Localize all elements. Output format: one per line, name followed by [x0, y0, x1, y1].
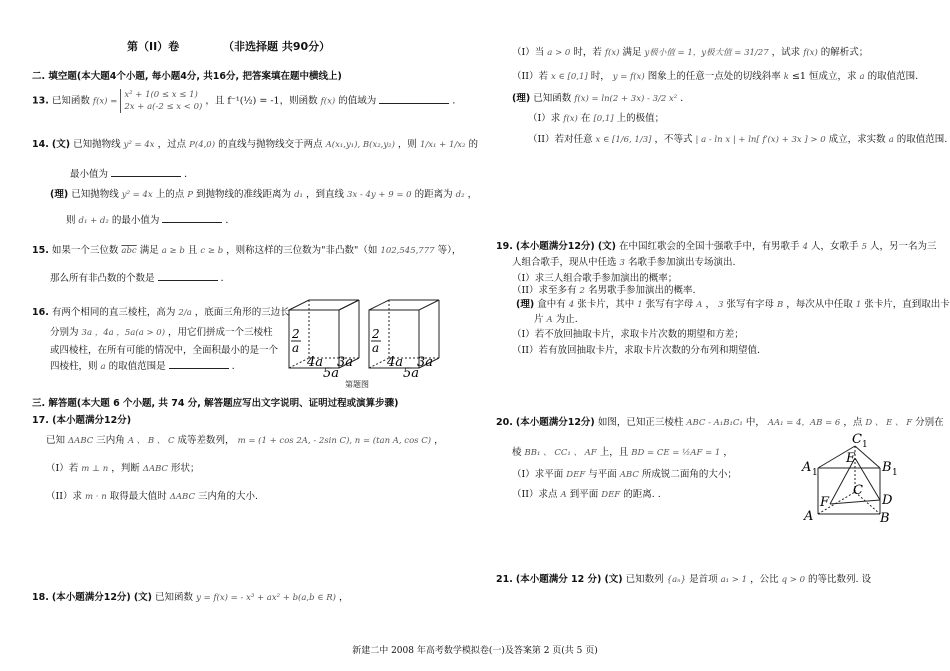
- question-19-li-line1: (理) 盒中有 4 张卡片，其中 1 张写有字母 A ， 3 张写有字母 B ，每次从中任取 1 张卡片，直到取出卡: [516, 299, 950, 310]
- label-F: F: [820, 495, 830, 510]
- question-18-li-part1: （I）求 f(x) 在 [0,1] 上的极值；: [528, 113, 665, 124]
- height-num: 2: [372, 327, 380, 341]
- question-18-part2: （II）若 x ∈ [0,1] 时， y = f(x) 图象上的任意一点处的切线斜率 k ≤1 恒成立，求 a 的取值范围.: [512, 71, 919, 82]
- question-18-li: (理) 已知函数 f(x) = ln(2 + 3x) - 3/2 x² ．: [512, 93, 690, 104]
- side-3a: 3a: [417, 355, 434, 370]
- label-B1: B: [882, 460, 892, 475]
- height-den: a: [292, 341, 300, 355]
- question-16-line4: 四棱柱，则 a 的取值范围是 ．: [50, 358, 241, 372]
- section-2-title: 二. 填空题(本大题4个小题, 每小题4分, 共16分, 把答案填在题中横线上): [32, 71, 342, 82]
- question-15-line2: 那么所有非凸数的个数是 ．: [50, 270, 230, 284]
- question-19-part1: （I）求三人组合歌手参加演出的概率；: [512, 273, 678, 284]
- part-title: 第（II）卷 （非选择题 共90分）: [127, 40, 331, 53]
- question-19-line2: 人组合歌手，现从中任选 3 名歌手参加演出专场演出.: [512, 257, 736, 268]
- question-14-li-line2: 则 d₁ + d₂ 的最小值为 ．: [66, 212, 235, 226]
- question-17-header: 17. (本小题满分12分): [32, 415, 132, 426]
- question-16-line1: 16. 有两个相同的直三棱柱，高为 2/a ，底面三角形的三边长: [32, 307, 290, 318]
- page-footer: 新建二中 2008 年高考数学模拟卷(一)及答案第 2 页(共 5 页): [352, 646, 598, 656]
- answer-blank[interactable]: [169, 358, 229, 369]
- answer-blank[interactable]: [111, 166, 181, 177]
- question-17-line1: 已知 ΔABC 三内角 A 、 B 、 C 成等差数列， m = (1 + cos 2A, - 2sin C), n = (tan A, cos C) ，: [46, 435, 444, 446]
- question-20-line1: 20. (本小题满分12分) 如图，已知正三棱柱 ABC - A₁B₁C₁ 中， AA₁ = 4，AB = 6 ，点 D 、 E 、 F 分别在: [496, 417, 944, 428]
- question-18-line1: 18. (本小题满分12分) (文) 已知函数 y = f(x) = - x³ + ax² + b(a,b ∈ R) ，: [32, 592, 349, 603]
- answer-blank[interactable]: [162, 212, 222, 223]
- label-D: D: [882, 493, 893, 508]
- side-4a: 4a: [387, 355, 404, 370]
- label-C1-sub: 1: [862, 440, 868, 450]
- question-18-li-part2: （II）若对任意 x ∈ [1/6, 1/3] ，不等式 | a - ln x | + ln[ f′(x) + 3x ] > 0 成立，求实数 a 的取值范围.: [528, 134, 948, 145]
- question-13: 13. 已知函数 f(x) = x² + 1(0 ≤ x ≤ 1) 2x + a(-2 ≤ x < 0) ，且 f⁻¹(½) = -1，则函数 f(x) 的值域为 ．: [32, 90, 462, 112]
- label-E: E: [846, 451, 856, 466]
- height-den: a: [372, 341, 380, 355]
- question-15-line1: 15. 如果一个三位数 $\overline{abc}$ 满足 a ≥ b 且 c ≥ b ，则称这样的三位数为"非凸数"（如 102,545,777 等），: [32, 245, 462, 256]
- question-17-part1: （I）若 m ⊥ n ，判断 ΔABC 形状；: [46, 463, 200, 474]
- question-20-part1: （I）求平面 DEF 与平面 ABC 所成锐二面角的大小；: [512, 469, 737, 480]
- question-19-li-part1: （I）若不放回抽取卡片，求取卡片次数的期望和方差；: [512, 329, 744, 340]
- question-21-line1: 21. (本小题满分 12 分) (文) 已知数列 {aₙ} 是首项 a₁ > 1 ，公比 q > 0 的等比数列. 设: [496, 574, 872, 585]
- label-B1-sub: 1: [892, 468, 898, 478]
- answer-blank[interactable]: [379, 93, 449, 104]
- side-4a: 4a: [307, 355, 324, 370]
- answer-blank[interactable]: [158, 270, 218, 281]
- side-5a: 5a: [403, 366, 420, 381]
- triangular-prism-figure: [800, 428, 910, 528]
- question-17-part2: （II）求 m · n 取得最大值时 ΔABC 三内角的大小.: [46, 491, 259, 502]
- side-5a: 5a: [323, 366, 340, 381]
- question-20-part2: （II）求点 A 到平面 DEF 的距离. .: [512, 489, 661, 500]
- question-19-line1: 19. (本小题满分12分) (文) 在中国红歌会的全国十强歌手中，有男歌手 4 人，女歌手 5 人，另一名为三: [496, 241, 937, 252]
- label-B: B: [880, 511, 890, 526]
- label-A1-sub: 1: [812, 468, 818, 478]
- label-A1: A: [802, 460, 812, 475]
- label-A: A: [804, 509, 814, 524]
- side-3a: 3a: [337, 355, 354, 370]
- section-3-title: 三. 解答题(本大题 6 个小题, 共 74 分, 解答题应写出文字说明、证明过程或演算步骤): [32, 398, 399, 409]
- question-20-line2: 棱 BB₁ 、 CC₁ 、 AF 上，且 BD = CE = ½AF = 1 ，: [512, 447, 733, 458]
- question-19-li-line2: 片 A 为止.: [534, 314, 578, 325]
- question-16-line3: 或四棱柱，在所有可能的情况中，全面积最小的是一个: [50, 345, 279, 356]
- question-19-part2: （II）求至多有 2 名男歌手参加演出的概率.: [512, 285, 696, 296]
- question-16-line2: 分别为 3a ，4a ，5a(a > 0) ，用它们拼成一个三棱柱: [50, 327, 273, 338]
- question-14-line1: 14. (文) 已知抛物线 y² = 4x ，过点 P(4,0) 的直线与抛物线交于两点 A(x₁,y₁), B(x₂,y₂) ，则 1/x₁ + 1/x₂ 的: [32, 139, 478, 150]
- label-C: C: [853, 483, 863, 498]
- question-14-line2: 最小值为 ．: [70, 166, 194, 180]
- question-14-li-line1: (理) 已知抛物线 y² = 4x 上的点 P 到抛物线的准线距离为 d₁ ，到直线 3x - 4y + 9 = 0 的距离为 d₂ ，: [50, 189, 478, 200]
- piecewise-function: x² + 1(0 ≤ x ≤ 1) 2x + a(-2 ≤ x < 0): [120, 89, 202, 113]
- prism-figure: [285, 296, 450, 388]
- figure-caption: 第题图: [345, 380, 369, 389]
- question-18-part1: （I）当 a > 0 时，若 f(x) 满足 y极小值 = 1，y极大值 = 31/27 ，试求 f(x) 的解析式；: [512, 47, 869, 58]
- question-19-li-part2: （II）若有放回抽取卡片，求取卡片次数的分布列和期望值.: [512, 345, 761, 356]
- height-num: 2: [292, 327, 300, 341]
- part-note: （非选择题 共90分）: [223, 40, 331, 53]
- label-C1: C: [852, 432, 862, 447]
